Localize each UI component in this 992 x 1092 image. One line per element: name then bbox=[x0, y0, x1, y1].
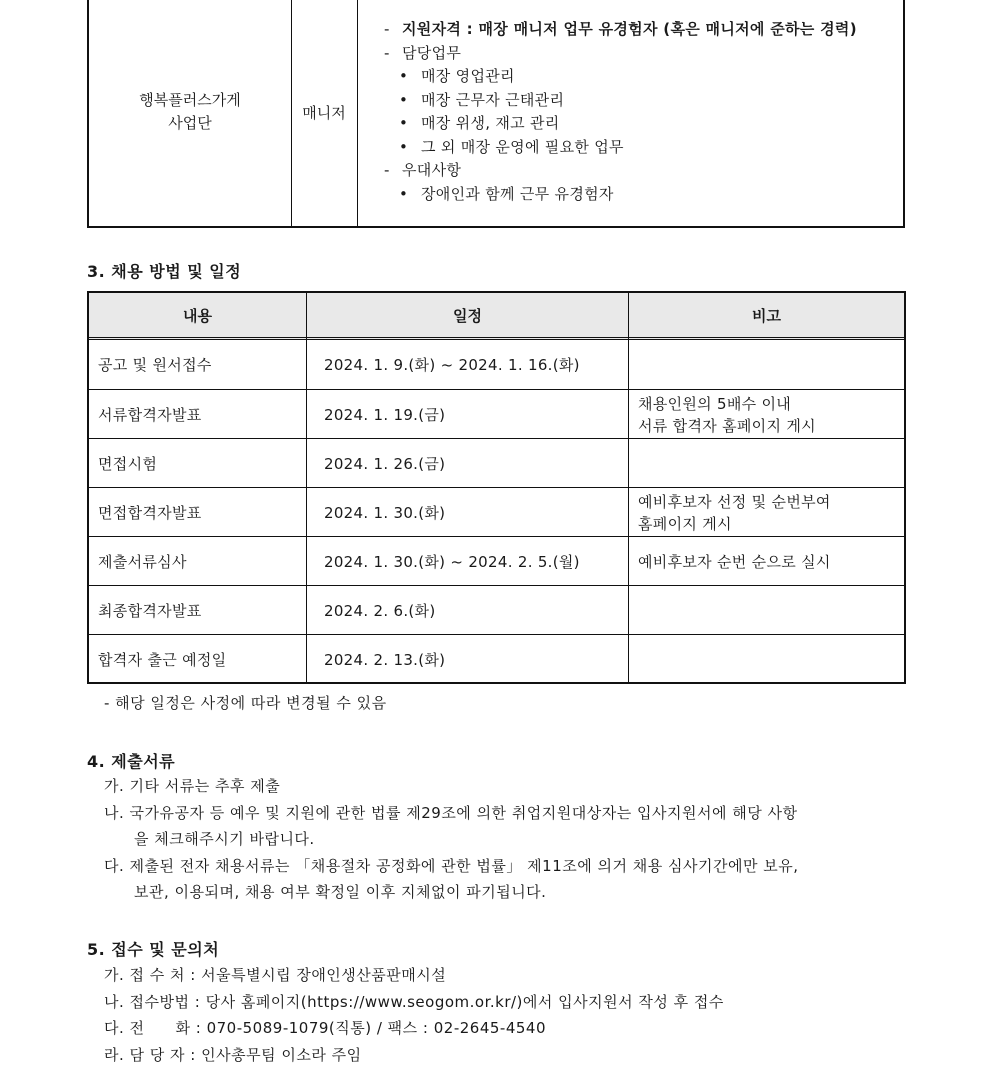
row-date: 2024. 1. 19.(금) bbox=[324, 405, 446, 424]
row-date: 2024. 2. 13.(화) bbox=[324, 650, 446, 669]
table-row bbox=[89, 585, 904, 635]
row-note bbox=[629, 340, 904, 389]
row-note bbox=[629, 635, 904, 684]
department-cell bbox=[89, 0, 292, 226]
qualification: 지원자격 : 매장 매니저 업무 유경험자 (혹은 매니저에 준하는 경력) bbox=[402, 20, 857, 38]
row-item: 서류합격자발표 bbox=[98, 405, 202, 424]
row-date: 2024. 1. 30.(화) bbox=[324, 503, 446, 522]
row-note bbox=[629, 390, 904, 439]
table-row bbox=[89, 487, 904, 537]
row-date: 2024. 1. 26.(금) bbox=[324, 454, 446, 473]
row-date: 2024. 2. 6.(화) bbox=[324, 601, 436, 620]
row-item: 제출서류심사 bbox=[98, 552, 187, 571]
documents-list bbox=[104, 773, 798, 906]
duties-heading: 담당업무 bbox=[402, 43, 462, 62]
department-line-1: 행복플러스가게 bbox=[139, 91, 241, 109]
row-item: 합격자 출근 예정일 bbox=[98, 650, 227, 669]
list-item: 다. 제출된 전자 채용서류는 「채용절차 공정화에 관한 법률」 제11조에 의거 채용 심사기간에만 보유, bbox=[104, 856, 799, 875]
row-note bbox=[629, 439, 904, 488]
contact-list bbox=[104, 962, 724, 1068]
row-date: 2024. 1. 30.(화) ~ 2024. 2. 5.(월) bbox=[324, 552, 580, 571]
department-line-2: 사업단 bbox=[168, 114, 212, 132]
note-line: 홈페이지 게시 bbox=[638, 514, 732, 533]
row-item: 면접시험 bbox=[98, 454, 158, 473]
header-content: 내용 bbox=[183, 306, 212, 325]
list-item-continuation: 을 체크해주시기 바랍니다. bbox=[134, 830, 315, 848]
details-cell: - 지원자격 : 매장 매니저 업무 유경험자 (혹은 매니저에 준하는 경력) - 담당업무 • 매장 영업관리 • 매장 근무자 근태관리 • 매장 위생, 재고 관리 • 그 외 매장 운영에 필요한 업무 - 우대사항 • 장애인과 함께 근무 유경험자 bbox=[384, 20, 857, 203]
table-row bbox=[89, 340, 904, 389]
duty-item: 매장 위생, 재고 관리 bbox=[421, 114, 560, 132]
contact-item: 다. 전 화 : 070-5089-1079(직통) / 팩스 : 02-2645-4540 bbox=[104, 1019, 547, 1037]
header-remarks: 비고 bbox=[752, 306, 781, 325]
section-4-title: 4. 제출서류 bbox=[87, 752, 176, 771]
preference-item: 장애인과 함께 근무 유경험자 bbox=[421, 184, 614, 203]
table-row bbox=[89, 389, 904, 439]
contact-item: 라. 담 당 자 : 인사총무팀 이소라 주임 bbox=[104, 1045, 362, 1064]
duty-item: 매장 영업관리 bbox=[421, 67, 515, 85]
table-row bbox=[89, 634, 904, 684]
schedule-table bbox=[87, 291, 906, 684]
section-5-title: 5. 접수 및 문의처 bbox=[87, 940, 220, 959]
table-row bbox=[89, 438, 904, 488]
contact-item: 가. 접 수 처 : 서울특별시립 장애인생산품판매시설 bbox=[104, 966, 447, 984]
section-3-title: 3. 채용 방법 및 일정 bbox=[87, 262, 242, 281]
row-item: 최종합격자발표 bbox=[98, 601, 202, 620]
row-item: 공고 및 원서접수 bbox=[98, 355, 212, 374]
header-schedule: 일정 bbox=[453, 306, 482, 325]
preference-heading: 우대사항 bbox=[402, 161, 462, 179]
row-note bbox=[629, 488, 904, 537]
note-line: 예비후보자 선정 및 순번부여 bbox=[638, 492, 831, 511]
duty-item: 매장 근무자 근태관리 bbox=[421, 90, 565, 109]
role-cell: 매니저 bbox=[291, 0, 358, 226]
duty-item: 그 외 매장 운영에 필요한 업무 bbox=[421, 137, 624, 156]
position-table bbox=[87, 0, 905, 228]
note-line: 채용인원의 5배수 이내 bbox=[638, 394, 792, 413]
note-line: 예비후보자 순번 순으로 실시 bbox=[638, 552, 831, 571]
contact-item: 나. 접수방법 : 당사 홈페이지(https://www.seogom.or.kr/)에서 입사지원서 작성 후 접수 bbox=[104, 992, 724, 1011]
schedule-header-row bbox=[89, 293, 904, 340]
list-item: 가. 기타 서류는 추후 제출 bbox=[104, 777, 281, 795]
row-item: 면접합격자발표 bbox=[98, 503, 202, 522]
list-item: 나. 국가유공자 등 예우 및 지원에 관한 법률 제29조에 의한 취업지원대상자는 입사지원서에 해당 사항 bbox=[104, 803, 798, 822]
row-note bbox=[629, 537, 904, 586]
table-row bbox=[89, 536, 904, 586]
row-date: 2024. 1. 9.(화) ~ 2024. 1. 16.(화) bbox=[324, 355, 580, 374]
list-item-continuation: 보관, 이용되며, 채용 여부 확정일 이후 지체없이 파기됩니다. bbox=[134, 883, 547, 901]
schedule-footnote: - 해당 일정은 사정에 따라 변경될 수 있음 bbox=[104, 694, 387, 712]
note-line: 서류 합격자 홈페이지 게시 bbox=[638, 416, 816, 435]
row-note bbox=[629, 586, 904, 635]
